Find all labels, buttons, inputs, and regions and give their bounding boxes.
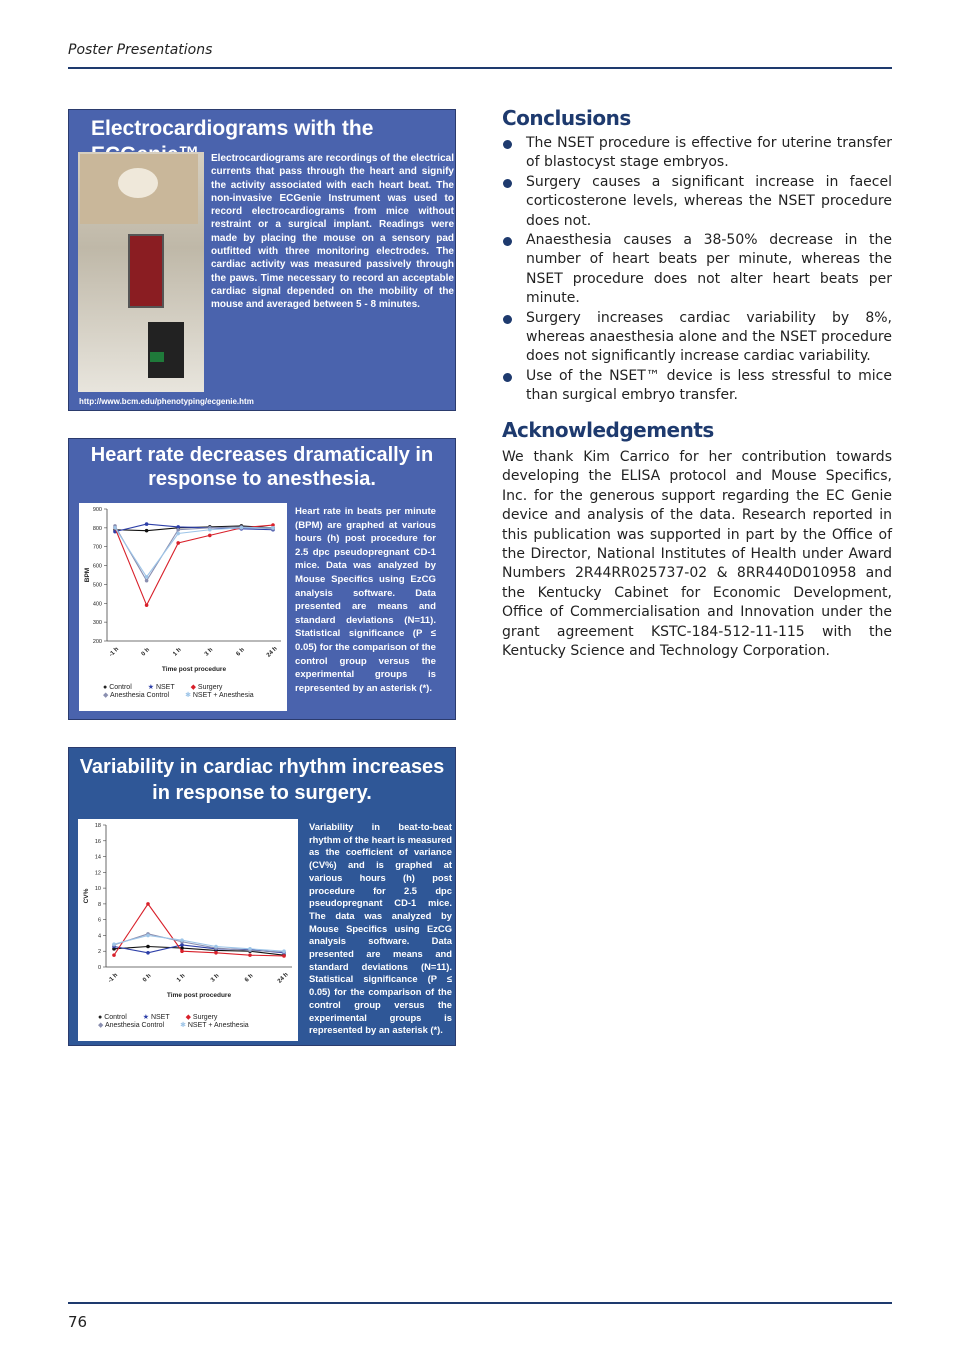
data-point	[145, 579, 149, 583]
ecgenie-description: Electrocardiograms are recordings of the electrical currents that pass through the heart and signify the activity associated with each heart beat. The non-invasive ECGenie Instrument was used to record electrocardiograms from mice without restraint or a surgical implant. Readings were made by placing the mouse on a sensory pad outfitted with three monitoring electrodes. The cardiac activity was measured passively through the paws. Time necessary to record an acceptable cardiac signal depended on the mobility of the mouse and averaged between 5 - 8 minutes.	[211, 153, 454, 311]
instrument-base-image	[148, 322, 184, 378]
data-point	[145, 575, 149, 579]
footer-rule	[68, 1302, 892, 1304]
series-line	[115, 528, 273, 577]
running-header: Poster Presentations	[68, 42, 213, 58]
page-number: 76	[68, 1313, 88, 1331]
x-tick-label: 24 h	[276, 971, 290, 985]
y-tick-label: 600	[92, 563, 102, 570]
series-line	[115, 526, 273, 581]
data-point	[176, 528, 180, 532]
legend-nset-anesthesia: ✱ NSET + Anesthesia	[185, 692, 254, 699]
legend-surgery: ◆ Surgery	[190, 684, 223, 691]
x-tick-label: 1 h	[176, 973, 187, 984]
x-axis-label: Time post procedure	[161, 666, 227, 673]
acknowledgements-heading: Acknowledgements	[502, 418, 714, 442]
data-point	[112, 953, 116, 957]
conclusion-item: Anaesthesia causes a 38-50% decrease in the number of heart beats per minute, whereas the NSET procedure does not alter heart beats per minute.	[502, 231, 892, 309]
heart-rate-panel	[68, 438, 456, 720]
data-point	[176, 541, 180, 545]
data-point	[146, 945, 150, 949]
ecgenie-panel-title: Electrocardiograms with the	[91, 117, 374, 140]
data-point	[271, 526, 275, 530]
y-tick-label: 300	[92, 620, 102, 627]
data-point	[208, 528, 212, 532]
conclusion-item: Surgery increases cardiac variability by 8%, whereas anaesthesia alone and the NSET procedure does not significantly increase cardiac variability.	[502, 309, 892, 367]
data-point	[145, 603, 149, 607]
legend-nset: ★ NSET	[142, 1014, 170, 1021]
y-tick-label: 10	[94, 886, 101, 893]
x-tick-label: 0 h	[142, 973, 153, 984]
conclusions-list	[502, 134, 892, 406]
y-tick-label: 800	[92, 525, 102, 532]
acknowledgements-text: We thank Kim Carrico for her contribution towards developing the ELISA protocol and Mouse Specifics, Inc. for the generous support regarding the EC Genie device and analysis of the data. Research reported in this publication was supported in part by the Office of the Director, National Institutes of Health under Award Numbers 2R44RR025737-02 & 8RR440D010958 and the Kentucky Cabinet for Economic Development, Office of Commercialisation and Innovation under the grant agreement KSTC-184-512-11-115 with the Kentucky Science and Technology Corporation.	[502, 449, 892, 660]
legend-control: ● Control	[98, 1014, 127, 1021]
y-tick-label: 12	[94, 870, 101, 877]
data-point	[248, 953, 252, 957]
y-tick-label: 500	[92, 582, 102, 589]
x-tick-label: 1 h	[172, 647, 183, 658]
y-tick-label: 16	[94, 838, 101, 845]
y-tick-label: 8	[97, 901, 101, 908]
data-point	[240, 526, 244, 530]
y-axis-label: BPM	[84, 567, 91, 583]
y-axis-label: CV%	[83, 888, 90, 904]
heart-rate-chart	[79, 503, 287, 711]
data-point	[146, 902, 150, 906]
data-point	[282, 949, 286, 953]
variability-chart	[78, 819, 298, 1041]
data-point	[176, 532, 180, 536]
data-point	[146, 951, 150, 955]
y-tick-label: 4	[97, 933, 101, 940]
mouse-box-image	[80, 154, 198, 224]
y-tick-label: 18	[94, 823, 101, 829]
variability-panel-title: Variability in cardiac rhythm increases in response to surgery.	[79, 756, 445, 804]
legend-anesthesia-control: ◆ Anesthesia Control	[98, 1022, 165, 1029]
data-point	[180, 938, 184, 942]
y-tick-label: 6	[97, 917, 101, 924]
conclusion-item: Surgery causes a significant increase in faecel corticosterone levels, whereas the NSET procedure does not.	[502, 173, 892, 231]
x-tick-label: 24 h	[265, 645, 279, 659]
x-tick-label: 6 h	[235, 647, 246, 658]
x-tick-label: -1 h	[107, 972, 120, 985]
data-point	[145, 522, 149, 526]
acknowledgements-section	[502, 418, 892, 661]
heart-rate-panel-title: Heart rate decreases dramatically in response to anesthesia.	[90, 444, 434, 490]
data-point	[282, 954, 286, 958]
conclusions-section	[502, 106, 892, 406]
heart-rate-legend	[103, 683, 287, 699]
x-axis-label: Time post procedure	[166, 992, 232, 999]
y-tick-label: 700	[92, 544, 102, 551]
data-point	[248, 947, 252, 951]
data-point	[208, 534, 212, 538]
legend-nset-anesthesia: ✱ NSET + Anesthesia	[180, 1022, 249, 1029]
legend-nset: ★ NSET	[147, 684, 175, 691]
data-point	[145, 529, 149, 533]
conclusion-item: The NSET procedure is effective for uterine transfer of blastocyst stage embryos.	[502, 134, 892, 173]
x-tick-label: 3 h	[203, 647, 215, 658]
data-point	[180, 949, 184, 953]
legend-surgery: ◆ Surgery	[185, 1014, 218, 1021]
data-point	[112, 942, 116, 946]
legend-control: ● Control	[103, 684, 132, 691]
x-tick-label: 3 h	[210, 973, 221, 984]
data-point	[214, 951, 218, 955]
ecgenie-photo	[78, 152, 204, 392]
header-rule	[68, 67, 892, 69]
x-tick-label: -1 h	[108, 646, 121, 659]
y-tick-label: 0	[97, 965, 101, 971]
legend-anesthesia-control: ◆ Anesthesia Control	[103, 692, 170, 699]
series-line	[114, 904, 284, 956]
conclusion-item: Use of the NSET™ device is less stressful to mice than surgical embryo transfer.	[502, 367, 892, 406]
heart-rate-chart-svg	[79, 503, 287, 681]
data-point	[113, 526, 117, 530]
data-point	[180, 943, 184, 947]
x-tick-label: 0 h	[140, 647, 152, 658]
x-tick-label: 6 h	[244, 973, 255, 984]
data-point	[146, 934, 150, 938]
heart-rate-description: Heart rate in beats per minute (BPM) are graphed at various hours (h) post procedure for 2.5 dpc pseudopregnant CD-1 mice. Data was analyzed by Mouse Specifics using EzCG analysis software. Data presented are means and standard deviations (N=11). Statistical significance (P ≤ 0.05) for the comparison of the control group versus the experimental groups is represented by an asterisk (*).	[295, 506, 436, 694]
variability-description: Variability in beat-to-beat rhythm of the heart is measured as the coefficient of variance (CV%) and is graphed at various hours (h) post procedure for 2.5 dpc pseudopregnant CD-1 mice. The data was analyzed by Mouse Specifics using EzCG analysis software. Data presented are means and standard deviations (N=11). Statistical significance (P ≤ 0.05) for the comparison of the control group versus the experimental groups is represented by an asterisk (*).	[309, 821, 452, 1036]
sensor-pad-image	[128, 234, 164, 308]
conclusions-heading: Conclusions	[502, 106, 631, 130]
variability-chart-svg	[78, 819, 298, 1007]
y-tick-label: 14	[94, 854, 101, 861]
y-tick-label: 2	[97, 949, 101, 956]
variability-legend	[98, 1013, 294, 1029]
variability-panel	[68, 747, 456, 1046]
y-tick-label: 200	[92, 639, 102, 645]
data-point	[214, 945, 218, 949]
ecgenie-panel	[68, 109, 456, 411]
y-tick-label: 900	[92, 507, 102, 513]
y-tick-label: 400	[92, 601, 102, 608]
ecgenie-url: http://www.bcm.edu/phenotyping/ecgenie.htm	[79, 397, 254, 406]
